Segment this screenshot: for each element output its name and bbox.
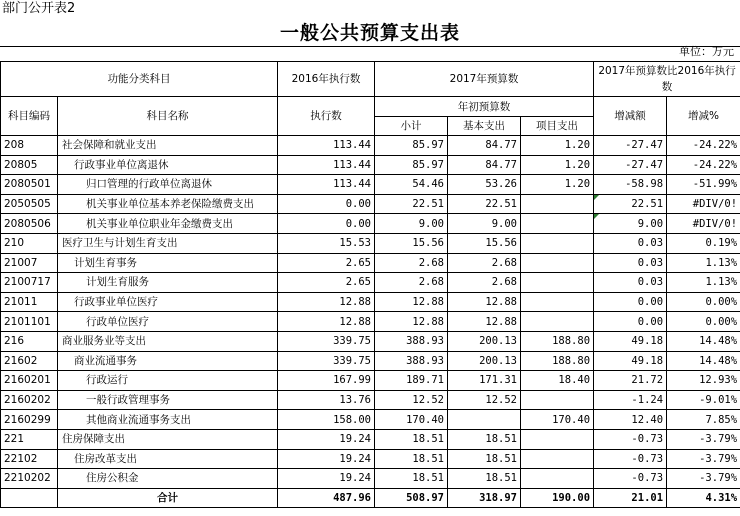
header-row-2 — [1, 97, 740, 117]
row-name: 其他商业流通事务支出 — [58, 410, 278, 430]
table-row — [1, 175, 740, 195]
header-code: 科目编码 — [1, 97, 58, 136]
row-basic: 18.51 — [448, 429, 521, 449]
row-project: 170.40 — [521, 410, 594, 430]
page-title: 一般公共预算支出表 — [279, 22, 460, 44]
row-basic: 2.68 — [448, 273, 521, 293]
header-project: 项目支出 — [521, 117, 594, 136]
row-name: 归口管理的行政单位离退休 — [58, 175, 278, 195]
row-basic: 200.13 — [448, 331, 521, 351]
row-basic: 15.56 — [448, 233, 521, 253]
row-pct: 0.00% — [667, 312, 740, 332]
row-diff: -0.73 — [594, 469, 667, 489]
row-pct: -3.79% — [667, 449, 740, 469]
row-exec: 19.24 — [278, 469, 375, 489]
row-basic: 12.88 — [448, 312, 521, 332]
row-exec: 12.88 — [278, 292, 375, 312]
row-code: 208 — [1, 136, 58, 156]
row-project — [521, 312, 594, 332]
row-subtotal: 2.68 — [375, 273, 448, 293]
row-basic: 2.68 — [448, 253, 521, 273]
row-exec: 2.65 — [278, 253, 375, 273]
header-name: 科目名称 — [58, 97, 278, 136]
row-name: 商业服务业等支出 — [58, 331, 278, 351]
row-name: 社会保障和就业支出 — [58, 136, 278, 156]
table-row — [1, 449, 740, 469]
row-pct: 0.19% — [667, 233, 740, 253]
row-code: 21007 — [1, 253, 58, 273]
row-code: 2160299 — [1, 410, 58, 430]
row-pct: 1.13% — [667, 273, 740, 293]
row-pct: 7.85% — [667, 410, 740, 430]
row-exec: 12.88 — [278, 312, 375, 332]
row-basic: 53.26 — [448, 175, 521, 195]
row-exec: 113.44 — [278, 136, 375, 156]
header-exec-2016: 2016年执行数 — [278, 62, 375, 97]
row-basic: 18.51 — [448, 449, 521, 469]
total-code-cell — [1, 488, 58, 508]
table-row — [1, 331, 740, 351]
row-name: 计划生育服务 — [58, 273, 278, 293]
row-subtotal: 85.97 — [375, 136, 448, 156]
row-project — [521, 449, 594, 469]
row-diff: 0.03 — [594, 253, 667, 273]
row-name: 行政运行 — [58, 371, 278, 391]
total-project: 190.00 — [521, 488, 594, 508]
row-subtotal: 22.51 — [375, 194, 448, 214]
row-exec: 19.24 — [278, 449, 375, 469]
row-pct: -9.01% — [667, 390, 740, 410]
row-code: 21011 — [1, 292, 58, 312]
row-diff: 9.00 — [594, 214, 667, 234]
row-pct: -3.79% — [667, 469, 740, 489]
row-name: 行政事业单位医疗 — [58, 292, 278, 312]
table-row — [1, 253, 740, 273]
row-project: 1.20 — [521, 175, 594, 195]
row-diff: 0.03 — [594, 233, 667, 253]
total-label: 合计 — [58, 488, 278, 508]
row-basic: 18.51 — [448, 469, 521, 489]
table-row — [1, 155, 740, 175]
row-name: 行政单位医疗 — [58, 312, 278, 332]
table-row — [1, 410, 740, 430]
table-row — [1, 351, 740, 371]
row-exec: 0.00 — [278, 194, 375, 214]
unit-label: 单位：万元 — [679, 45, 734, 58]
table-row — [1, 273, 740, 293]
total-exec: 487.96 — [278, 488, 375, 508]
header-exec: 执行数 — [278, 97, 375, 136]
row-code: 2101101 — [1, 312, 58, 332]
row-basic: 84.77 — [448, 155, 521, 175]
row-exec: 19.24 — [278, 429, 375, 449]
header-subtotal: 小计 — [375, 117, 448, 136]
row-code: 2100717 — [1, 273, 58, 293]
total-diff: 21.01 — [594, 488, 667, 508]
row-diff: 21.72 — [594, 371, 667, 391]
row-exec: 113.44 — [278, 175, 375, 195]
row-project — [521, 253, 594, 273]
row-pct: 14.48% — [667, 351, 740, 371]
row-subtotal: 18.51 — [375, 469, 448, 489]
row-pct: #DIV/0! — [667, 194, 740, 214]
row-project — [521, 469, 594, 489]
row-name: 计划生育事务 — [58, 253, 278, 273]
header-diff: 增减额 — [594, 97, 667, 136]
row-name: 机关事业单位职业年金缴费支出 — [58, 214, 278, 234]
row-subtotal: 9.00 — [375, 214, 448, 234]
row-project — [521, 390, 594, 410]
row-code: 210 — [1, 233, 58, 253]
row-basic: 9.00 — [448, 214, 521, 234]
row-name: 机关事业单位基本养老保险缴费支出 — [58, 194, 278, 214]
row-project — [521, 214, 594, 234]
row-subtotal: 12.88 — [375, 292, 448, 312]
row-code: 21602 — [1, 351, 58, 371]
header-pct: 增减% — [667, 97, 740, 136]
row-name: 一般行政管理事务 — [58, 390, 278, 410]
row-code: 2160202 — [1, 390, 58, 410]
row-code: 221 — [1, 429, 58, 449]
row-code: 2160201 — [1, 371, 58, 391]
row-diff: -0.73 — [594, 429, 667, 449]
row-subtotal: 388.93 — [375, 351, 448, 371]
row-diff: -0.73 — [594, 449, 667, 469]
row-pct: -24.22% — [667, 136, 740, 156]
row-exec: 0.00 — [278, 214, 375, 234]
total-basic: 318.97 — [448, 488, 521, 508]
row-name: 医疗卫生与计划生育支出 — [58, 233, 278, 253]
row-diff: -1.24 — [594, 390, 667, 410]
row-pct: -24.22% — [667, 155, 740, 175]
row-project — [521, 429, 594, 449]
row-project: 1.20 — [521, 155, 594, 175]
row-project: 18.40 — [521, 371, 594, 391]
table-row — [1, 429, 740, 449]
row-diff: -58.98 — [594, 175, 667, 195]
row-basic: 171.31 — [448, 371, 521, 391]
row-exec: 113.44 — [278, 155, 375, 175]
budget-table — [0, 61, 740, 508]
header-basic: 基本支出 — [448, 117, 521, 136]
row-project: 188.80 — [521, 351, 594, 371]
header-row-1 — [1, 62, 740, 97]
row-basic: 84.77 — [448, 136, 521, 156]
header-diff-group: 2017年预算数比2016年执行数 — [594, 62, 740, 97]
row-name: 住房公积金 — [58, 469, 278, 489]
row-diff: 0.00 — [594, 312, 667, 332]
total-pct: 4.31% — [667, 488, 740, 508]
row-project — [521, 273, 594, 293]
row-code: 2050505 — [1, 194, 58, 214]
row-subtotal: 189.71 — [375, 371, 448, 391]
row-diff: 12.40 — [594, 410, 667, 430]
row-pct: 14.48% — [667, 331, 740, 351]
row-subtotal: 15.56 — [375, 233, 448, 253]
row-exec: 2.65 — [278, 273, 375, 293]
row-diff: 49.18 — [594, 331, 667, 351]
table-row — [1, 390, 740, 410]
row-code: 2080501 — [1, 175, 58, 195]
row-basic: 22.51 — [448, 194, 521, 214]
row-name: 住房保障支出 — [58, 429, 278, 449]
row-subtotal: 18.51 — [375, 449, 448, 469]
row-exec: 15.53 — [278, 233, 375, 253]
row-diff: 0.00 — [594, 292, 667, 312]
row-exec: 167.99 — [278, 371, 375, 391]
row-diff: 49.18 — [594, 351, 667, 371]
row-name: 住房改革支出 — [58, 449, 278, 469]
row-project — [521, 233, 594, 253]
row-pct: 0.00% — [667, 292, 740, 312]
row-diff: -27.47 — [594, 136, 667, 156]
total-subtotal: 508.97 — [375, 488, 448, 508]
table-row — [1, 194, 740, 214]
table-row — [1, 312, 740, 332]
row-diff: 22.51 — [594, 194, 667, 214]
row-subtotal: 388.93 — [375, 331, 448, 351]
row-code: 2210202 — [1, 469, 58, 489]
table-row — [1, 292, 740, 312]
title-divider — [0, 46, 740, 47]
row-basic — [448, 410, 521, 430]
row-subtotal: 54.46 — [375, 175, 448, 195]
row-basic: 12.52 — [448, 390, 521, 410]
row-code: 20805 — [1, 155, 58, 175]
row-project — [521, 194, 594, 214]
row-code: 22102 — [1, 449, 58, 469]
table-row — [1, 371, 740, 391]
row-name: 商业流通事务 — [58, 351, 278, 371]
row-subtotal: 85.97 — [375, 155, 448, 175]
row-pct: 12.93% — [667, 371, 740, 391]
table-row — [1, 136, 740, 156]
table-row — [1, 214, 740, 234]
row-subtotal: 170.40 — [375, 410, 448, 430]
row-code: 216 — [1, 331, 58, 351]
row-subtotal: 18.51 — [375, 429, 448, 449]
row-subtotal: 12.52 — [375, 390, 448, 410]
row-name: 行政事业单位离退休 — [58, 155, 278, 175]
header-func-class: 功能分类科目 — [1, 62, 278, 97]
row-basic: 12.88 — [448, 292, 521, 312]
row-subtotal: 12.88 — [375, 312, 448, 332]
row-pct: -3.79% — [667, 429, 740, 449]
row-exec: 158.00 — [278, 410, 375, 430]
row-diff: 0.03 — [594, 273, 667, 293]
row-project: 188.80 — [521, 331, 594, 351]
table-row — [1, 233, 740, 253]
sheet-label: 部门公开表2 — [2, 1, 76, 16]
row-diff: -27.47 — [594, 155, 667, 175]
row-code: 2080506 — [1, 214, 58, 234]
row-pct: 1.13% — [667, 253, 740, 273]
row-exec: 339.75 — [278, 351, 375, 371]
row-exec: 13.76 — [278, 390, 375, 410]
header-annual-budget: 年初预算数 — [375, 97, 594, 117]
row-exec: 339.75 — [278, 331, 375, 351]
table-row — [1, 469, 740, 489]
row-basic: 200.13 — [448, 351, 521, 371]
header-budget-2017: 2017年预算数 — [375, 62, 594, 97]
row-project: 1.20 — [521, 136, 594, 156]
total-row — [1, 488, 740, 508]
row-pct: #DIV/0! — [667, 214, 740, 234]
row-project — [521, 292, 594, 312]
row-subtotal: 2.68 — [375, 253, 448, 273]
row-pct: -51.99% — [667, 175, 740, 195]
